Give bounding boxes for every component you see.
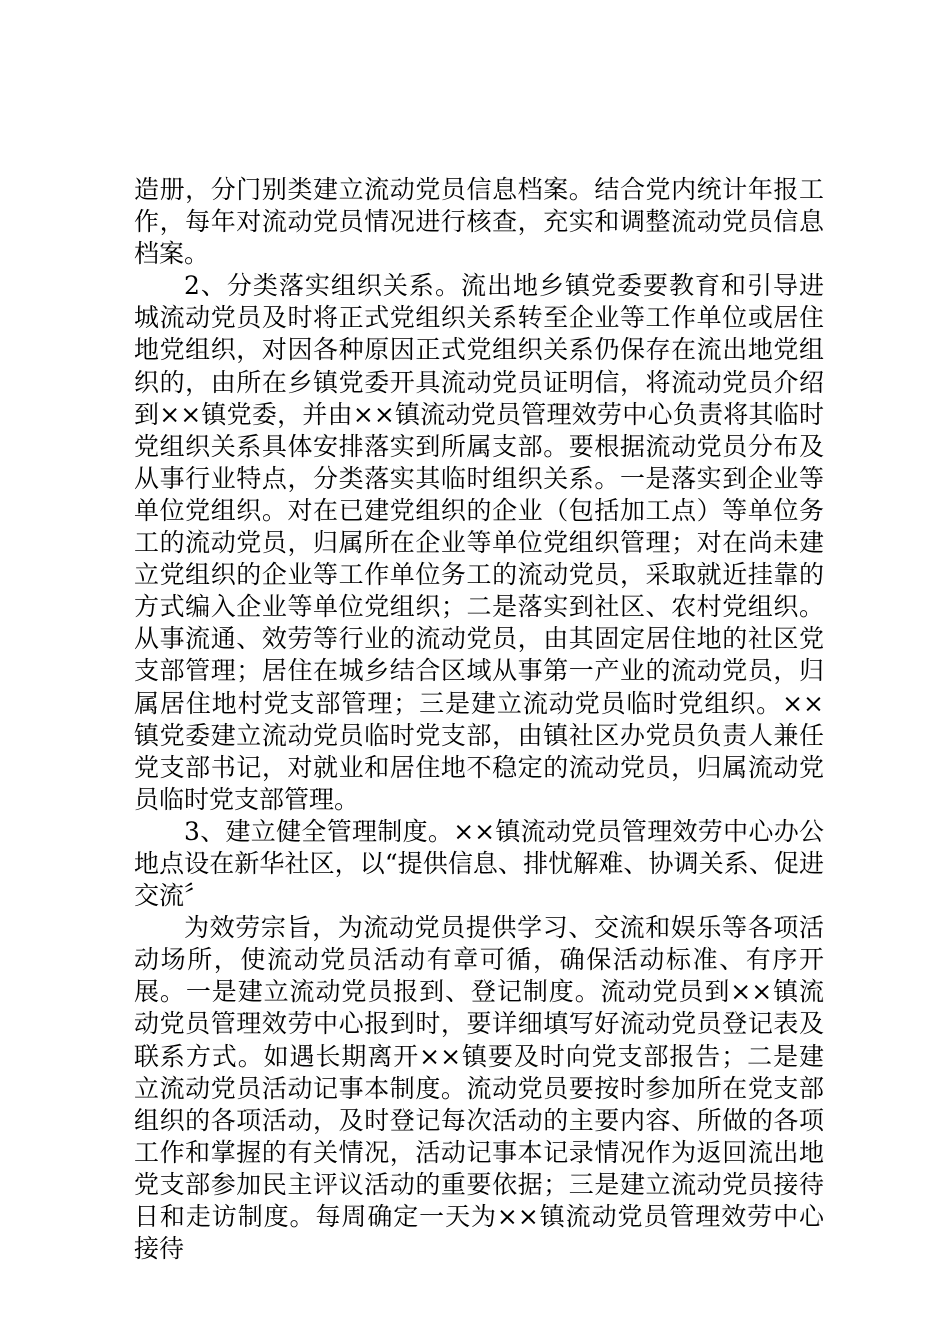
paragraph-organization-relations: 2、分类落实组织关系。流出地乡镇党委要教育和引导进城流动党员及时将正式党组织关系转至企业等工作单位或居住地党组织，对因各种原因正式党组织关系仍保存在流出地党组织的，由所在乡镇党委开具流动党员证明信，将流动党员介绍到××镇党委，并由××镇流动党员管理效劳中心负责将其临时党组织关系具体安排落实到所属支部。要根据流动党员分布及从事行业特点，分类落实其临时组织关系。一是落实到企业等单位党组织。对在已建党组织的企业（包括加工点）等单位务工的流动党员，归属所在企业等单位党组织管理；对在尚未建立党组织的企业等工作单位务工的流动党员，采取就近挂靠的方式编入企业等单位党组织；二是落实到社区、农村党组织。从事流通、效劳等行业的流动党员，由其固定居住地的社区党支部管理；居住在城乡结合区域从事第一产业的流动党员，归属居住地村党支部管理；三是建立流动党员临时党组织。××镇党委建立流动党员临时党支部，由镇社区办党员负责人兼任党支部书记，对就业和居住地不稳定的流动党员，归属流动党员临时党支部管理。: [134, 271, 824, 814]
paragraph-archive: 造册，分门别类建立流动党员信息档案。结合党内统计年报工作，每年对流动党员情况进行核查，充实和调整流动党员信息档案。: [134, 175, 824, 269]
paragraph-management-system: 3、建立健全管理制度。××镇流动党员管理效劳中心办公地点设在新华社区，以“提供信息、排忧解难、协调关系、促进交流〞: [134, 816, 824, 911]
document-body: [134, 174, 824, 1265]
paragraph-service-purpose: 为效劳宗旨，为流动党员提供学习、交流和娱乐等各项活动场所，使流动党员活动有章可循，确保活动标准、有序开展。一是建立流动党员报到、登记制度。流动党员到××镇流动党员管理效劳中心报到时，要详细填写好流动党员登记表及联系方式。如遇长期离开××镇要及时向党支部报告；二是建立流动党员活动记事本制度。流动党员要按时参加所在党支部组织的各项活动，及时登记每次活动的主要内容、所做的各项工作和掌握的有关情况，活动记事本记录情况作为返回流出地党支部参加民主评议活动的重要依据；三是建立流动党员接待日和走访制度。每周确定一天为××镇流动党员管理效劳中心接待: [134, 913, 824, 1264]
